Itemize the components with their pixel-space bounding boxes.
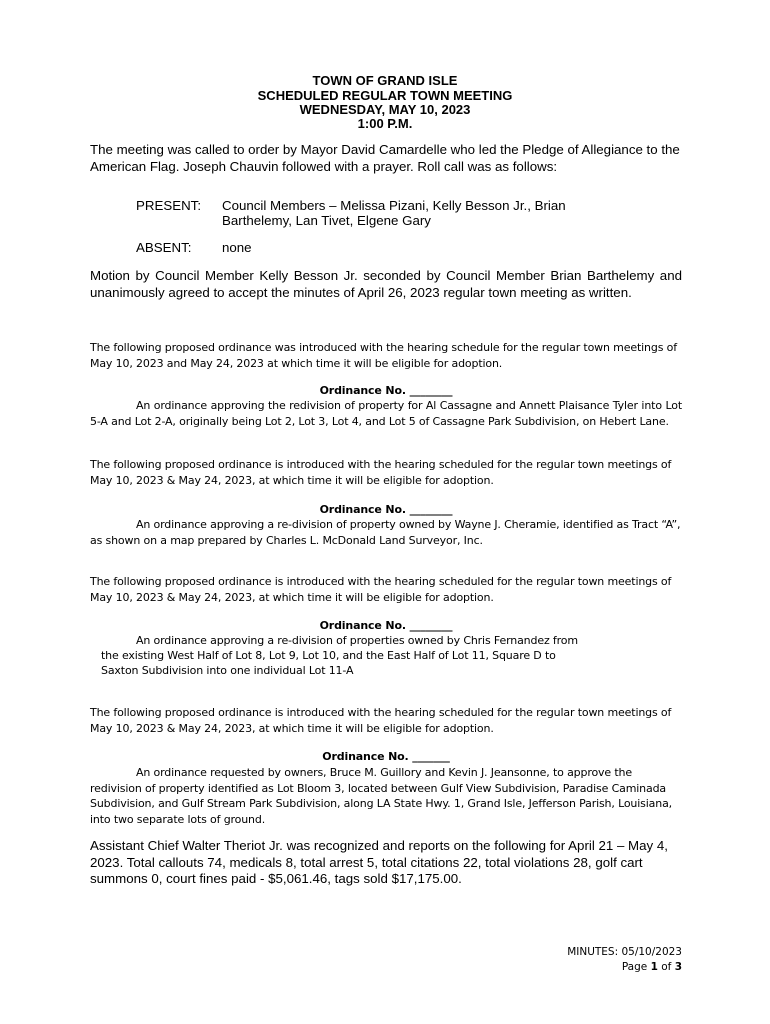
motion-paragraph: Motion by Council Member Kelly Besson Jr. seconded by Council Member Brian Barthelemy and unanimously agreed to accept the minutes of April 26, 2023 regular town meeting as written. <box>90 268 682 300</box>
ordinance-3-heading: Ordinance No. ________ <box>319 619 453 632</box>
ordinance-2-heading: Ordinance No. ________ <box>319 503 453 516</box>
absent-value: none <box>222 240 252 255</box>
absent-label: ABSENT: <box>136 240 192 255</box>
roll-call-absent <box>136 240 696 257</box>
header-town-name: TOWN OF GRAND ISLE <box>312 73 458 88</box>
footer-page-number <box>480 960 682 975</box>
ordinance-3-intro: The following proposed ordinance is introduced with the hearing scheduled for the regular town meetings of May 10, 2023 & May 24, 2023, at which time it will be eligible for adoption. <box>90 575 672 604</box>
footer-minutes-date: MINUTES: 05/10/2023 <box>567 946 682 958</box>
ordinance-2-body: An ordinance approving a re-division of property owned by Wayne J. Cheramie, identified as Tract “A”, as shown on a map prepared by Charles L. McDonald Land Surveyor, Inc. <box>90 518 681 547</box>
header-time: 1:00 P.M. <box>357 116 413 131</box>
present-label: PRESENT: <box>136 198 202 213</box>
ordinance-1-intro: The following proposed ordinance was introduced with the hearing schedule for the regular town meetings of May 10, 2023 and May 24, 2023 at which time it will be eligible for adoption. <box>90 341 677 370</box>
header-meeting-type: SCHEDULED REGULAR TOWN MEETING <box>257 88 513 103</box>
ordinance-2-intro: The following proposed ordinance is introduced with the hearing scheduled for the regular town meetings of May 10, 2023 & May 24, 2023, at which time it will be eligible for adoption. <box>90 458 672 487</box>
ordinance-4-body: An ordinance requested by owners, Bruce M. Guillory and Kevin J. Jeansonne, to approve the redivision of property identified as Lot Bloom 3, located between Gulf View Subdivision, Paradise Caminada Subdivision, and Gulf Stream Park Subdivision, along LA State Hwy. 1, Grand Isle, Jefferson Parish, Louisiana, into two separate lots of ground. <box>90 766 673 826</box>
present-members-line1: Council Members – Melissa Pizani, Kelly Besson Jr., Brian <box>222 198 566 213</box>
page-current: 1 <box>650 961 658 973</box>
ordinance-4-heading: Ordinance No. _______ <box>322 750 450 763</box>
ordinance-1-body: An ordinance approving the redivision of property for Al Cassagne and Annett Plaisance Tyler into Lot 5-A and Lot 2-A, originally being Lot 2, Lot 3, Lot 4, and Lot 5 of Cassagne Park Subdivision, on Hebert Lane. <box>90 399 682 428</box>
ordinance-3-body-line3: Saxton Subdivision into one individual Lot 11-A <box>101 664 354 677</box>
page-of: of <box>657 961 675 973</box>
ordinance-3-body-line2: the existing West Half of Lot 8, Lot 9, Lot 10, and the East Half of Lot 11, Square D to <box>101 649 556 662</box>
ordinance-4-intro: The following proposed ordinance is introduced with the hearing scheduled for the regular town meetings of May 10, 2023 & May 24, 2023, at which time it will be eligible for adoption. <box>90 706 672 735</box>
page-total: 3 <box>674 961 682 973</box>
police-report-paragraph: Assistant Chief Walter Theriot Jr. was recognized and reports on the following for April 21 – May 4, 2023. Total callouts 74, medicals 8, total arrest 5, total citations 22, total violations 28, golf cart summons 0, court fines paid - $5,061.46, tags sold $17,175.00. <box>90 838 668 886</box>
ordinance-3-body-line1: An ordinance approving a re-division of properties owned by Chris Fernandez from <box>136 634 578 647</box>
opening-paragraph: The meeting was called to order by Mayor David Camardelle who led the Pledge of Allegiance to the American Flag. Joseph Chauvin followed with a prayer. Roll call was as follows: <box>90 142 680 174</box>
page-word: Page <box>621 961 651 973</box>
header-date: WEDNESDAY, MAY 10, 2023 <box>299 102 471 117</box>
ordinance-1-heading: Ordinance No. ________ <box>319 384 453 397</box>
present-members-line2: Barthelemy, Lan Tivet, Elgene Gary <box>222 213 431 228</box>
